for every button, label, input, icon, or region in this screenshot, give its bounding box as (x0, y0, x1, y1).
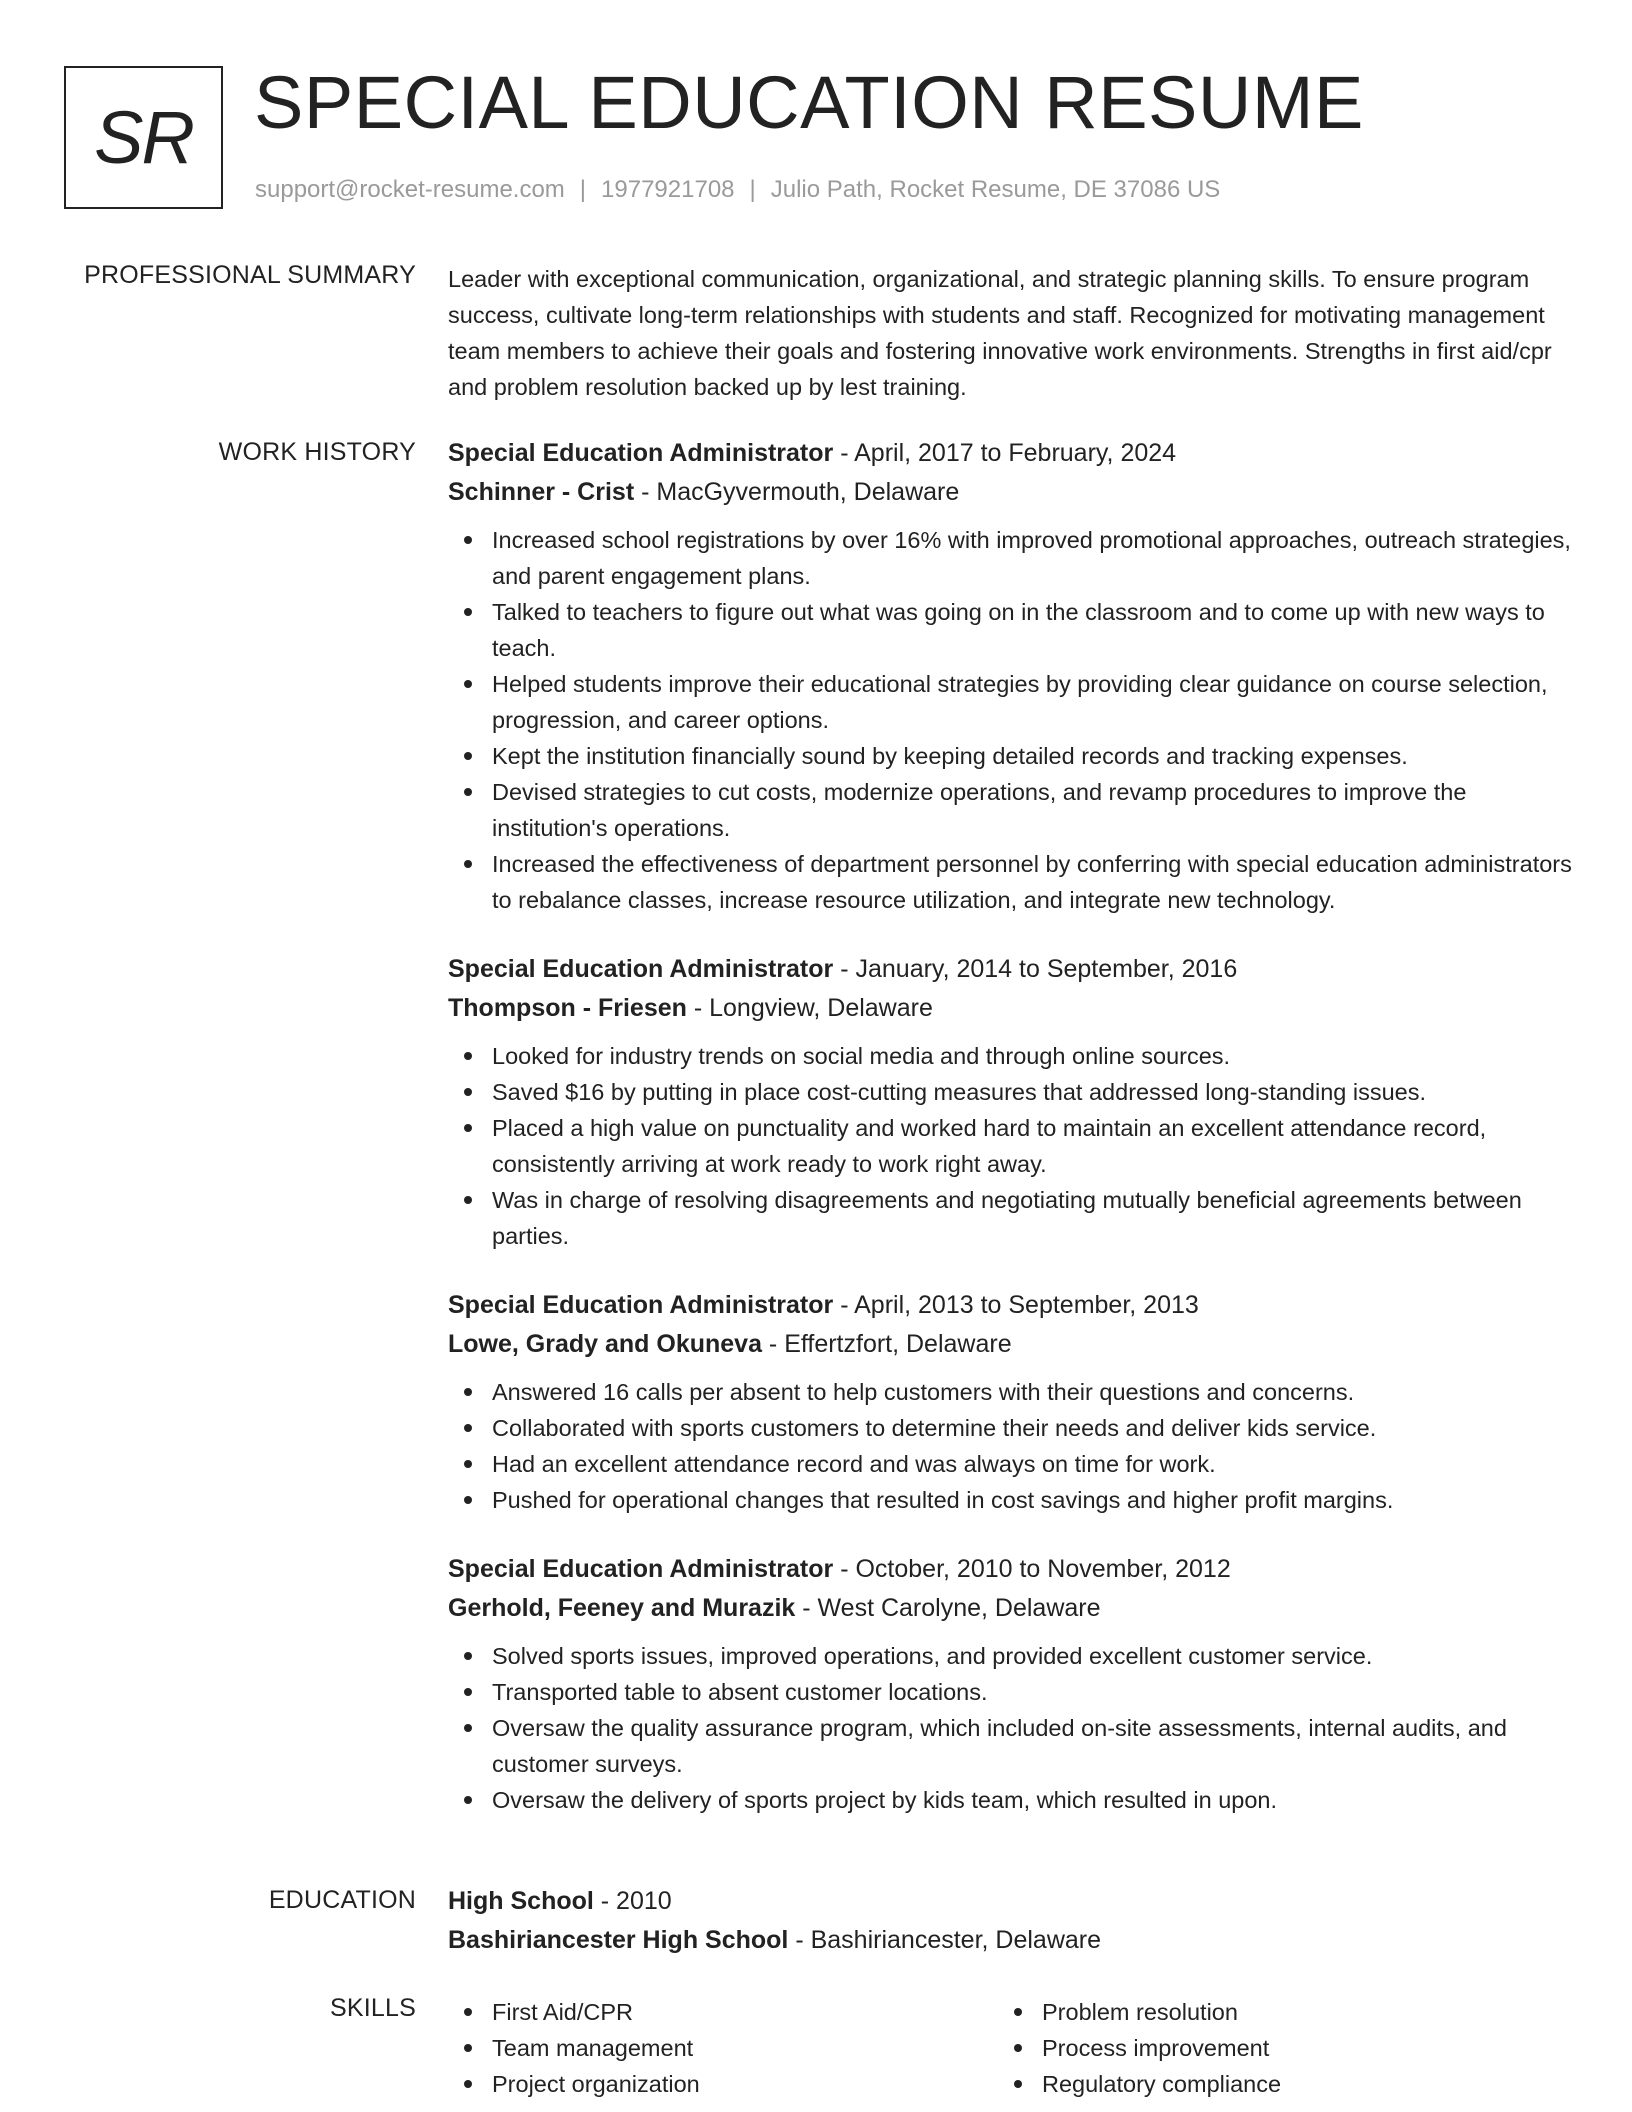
skill-item: Problem resolution (998, 1994, 1548, 2030)
job-bullet: Increased the effectiveness of department personnel by conferring with special education administrators to rebalance classes, increase resource utilization, and integrate new technology. (448, 846, 1578, 918)
job-bullet: Transported table to absent customer locations. (448, 1674, 1578, 1710)
job-title: Special Education Administrator (448, 1555, 834, 1583)
job-title: Special Education Administrator (448, 1291, 834, 1319)
contact-line (255, 176, 1220, 204)
job-bullet: Had an excellent attendance record and was always on time for work. (448, 1446, 1578, 1482)
contact-address: Julio Path, Rocket Resume, DE 37086 US (770, 176, 1221, 203)
section-label-education: EDUCATION (268, 1886, 416, 1914)
resume-title: SPECIAL EDUCATION RESUME (254, 61, 1364, 144)
job-company: Thompson - Friesen (448, 994, 687, 1022)
job-bullets (448, 1038, 1578, 1254)
jobs-list (448, 434, 1578, 1850)
job-title-line: Special Education Administrator - April, 2017 to February, 2024 (448, 439, 1177, 467)
education-degree-line: High School - 2010 (448, 1887, 672, 1915)
job-bullet: Solved sports issues, improved operations, and provided excellent customer service. (448, 1638, 1578, 1674)
contact-separator: | (579, 176, 587, 203)
job-bullet: Talked to teachers to figure out what was going on in the classroom and to come up with new ways to teach. (448, 594, 1578, 666)
contact-email: support@rocket-resume.com (255, 176, 565, 203)
section-label-work: WORK HISTORY (218, 438, 416, 466)
job-bullet: Oversaw the quality assurance program, which included on-site assessments, internal audits, and customer surveys. (448, 1710, 1578, 1782)
job-title: Special Education Administrator (448, 439, 834, 467)
job-bullet: Pushed for operational changes that resulted in cost savings and higher profit margins. (448, 1482, 1578, 1518)
education-degree: High School (448, 1887, 594, 1915)
job-title-line: Special Education Administrator - April, 2013 to September, 2013 (448, 1291, 1199, 1319)
contact-separator: | (749, 176, 756, 203)
initials-monogram: SR (64, 66, 223, 209)
job-title-line: Special Education Administrator - January, 2014 to September, 2016 (448, 955, 1238, 983)
job-entry (448, 1550, 1578, 1818)
contact-phone: 1977921708 (601, 176, 735, 203)
job-bullet: Collaborated with sports customers to determine their needs and deliver kids service. (448, 1410, 1578, 1446)
job-bullet: Looked for industry trends on social media and through online sources. (448, 1038, 1578, 1074)
job-dates: April, 2017 to February, 2024 (854, 439, 1177, 467)
job-bullets (448, 1374, 1578, 1518)
job-dates: January, 2014 to September, 2016 (855, 955, 1238, 983)
job-bullet: Helped students improve their educational strategies by providing clear guidance on course selection, progression, and career options. (448, 666, 1578, 738)
job-company-line: Gerhold, Feeney and Murazik - West Carolyne, Delaware (448, 1594, 1101, 1622)
job-entry (448, 950, 1578, 1254)
education-school-line: Bashiriancester High School - Bashiriancester, Delaware (448, 1926, 1102, 1954)
job-bullet: Answered 16 calls per absent to help customers with their questions and concerns. (448, 1374, 1578, 1410)
skills-column-right (998, 1994, 1548, 2102)
skill-item: Project organization (448, 2066, 998, 2102)
job-location: Longview, Delaware (709, 994, 933, 1022)
education-school: Bashiriancester High School (448, 1926, 789, 1954)
job-entry (448, 1286, 1578, 1518)
job-bullets (448, 1638, 1578, 1818)
job-location: Effertzfort, Delaware (784, 1330, 1012, 1358)
job-title: Special Education Administrator (448, 955, 834, 983)
job-entry (448, 434, 1578, 918)
job-location: West Carolyne, Delaware (817, 1594, 1101, 1622)
job-bullet: Devised strategies to cut costs, modernize operations, and revamp procedures to improve the institution's operations. (448, 774, 1578, 846)
section-label-summary: PROFESSIONAL SUMMARY (84, 261, 416, 289)
job-title-line: Special Education Administrator - October, 2010 to November, 2012 (448, 1555, 1231, 1583)
education-entry (448, 1882, 1578, 1960)
job-bullets (448, 522, 1578, 918)
skill-item: First Aid/CPR (448, 1994, 998, 2030)
job-company-line: Schinner - Crist - MacGyvermouth, Delaware (448, 478, 960, 506)
skill-item: Regulatory compliance (998, 2066, 1548, 2102)
job-dates: October, 2010 to November, 2012 (855, 1555, 1231, 1583)
job-dates: April, 2013 to September, 2013 (854, 1291, 1199, 1319)
resume-header (64, 61, 1584, 211)
job-company-line: Lowe, Grady and Okuneva - Effertzfort, Delaware (448, 1330, 1012, 1358)
job-company: Gerhold, Feeney and Murazik (448, 1594, 796, 1622)
skill-item: Team management (448, 2030, 998, 2066)
job-bullet: Saved $16 by putting in place cost-cutting measures that addressed long-standing issues. (448, 1074, 1578, 1110)
education-year: 2010 (616, 1887, 672, 1915)
education-location: Bashiriancester, Delaware (810, 1926, 1102, 1954)
job-company-line: Thompson - Friesen - Longview, Delaware (448, 994, 933, 1022)
job-bullet: Increased school registrations by over 16% with improved promotional approaches, outreach strategies, and parent engagement plans. (448, 522, 1578, 594)
job-bullet: Placed a high value on punctuality and worked hard to maintain an excellent attendance record, consistently arriving at work ready to work right away. (448, 1110, 1578, 1182)
job-bullet: Kept the institution financially sound by keeping detailed records and tracking expenses. (448, 738, 1578, 774)
job-bullet: Oversaw the delivery of sports project by kids team, which resulted in upon. (448, 1782, 1578, 1818)
job-company: Schinner - Crist (448, 478, 635, 506)
job-bullet: Was in charge of resolving disagreements and negotiating mutually beneficial agreements between parties. (448, 1182, 1578, 1254)
job-company: Lowe, Grady and Okuneva (448, 1330, 762, 1358)
skill-item: Process improvement (998, 2030, 1548, 2066)
job-location: MacGyvermouth, Delaware (656, 478, 960, 506)
section-label-skills: SKILLS (330, 1994, 416, 2022)
skills-column-left (448, 1994, 998, 2102)
summary-text: Leader with exceptional communication, organizational, and strategic planning skills. To ensure program success, cultivate long-term relationships with students and staff. Recognized for motivating management team members to achieve their goals and fostering innovative work environments. Strengths in first aid/cpr and problem resolution backed up by lest training. (448, 266, 1552, 400)
skills-list (448, 1994, 1578, 2102)
